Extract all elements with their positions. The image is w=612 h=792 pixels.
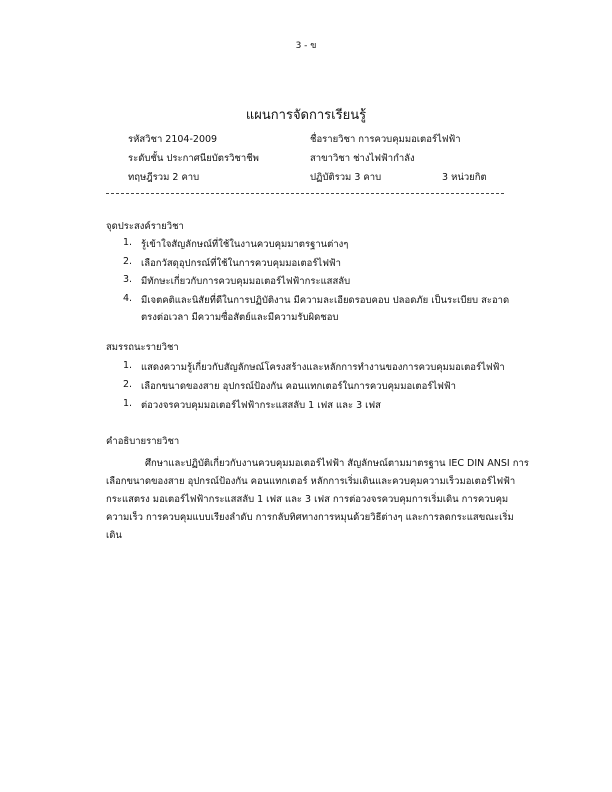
description-line: ความเร็ว การควบคุมแบบเรียงลำดับ การกลับทิศทางการหมุนด้วยวิธีต่างๆ และการลดกระแสขณะเริ่ม [106,512,514,523]
competency-item: เลือกขนาดของสาย อุปกรณ์ป้องกัน คอนแทกเตอร์ในการควบคุมมอเตอร์ไฟฟ้า [141,381,456,392]
description-line: เดิน [106,530,122,541]
description-line: เลือกขนาดของสาย อุปกรณ์ป้องกัน คอนแทกเตอร์ หลักการเริ่มเดินและควบคุมความเร็วมอเตอร์ไฟฟ้า [106,476,516,487]
course-field: สาขาวิชา ช่างไฟฟ้ากำลัง [310,153,415,164]
objective-item: เลือกวัสดุอุปกรณ์ที่ใช้ในการควบคุมมอเตอร์ไฟฟ้า [141,258,341,269]
theory-periods: ทฤษฎีรวม 2 คาบ [128,172,200,183]
competencies-heading: สมรรถนะรายวิชา [106,342,179,353]
description-heading: คำอธิบายรายวิชา [106,436,180,447]
objective-number: 4. [123,293,133,304]
objective-item: มีเจตคติและนิสัยที่ดีในการปฏิบัติงาน มีความละเอียดรอบคอบ ปลอดภัย เป็นระเบียบ สะอาด [141,295,510,306]
competency-number: 1. [123,398,133,409]
credits: 3 หน่วยกิต [442,172,487,183]
course-name: ชื่อรายวิชา การควบคุมมอเตอร์ไฟฟ้า [310,134,461,145]
page-title: แผนการจัดการเรียนรู้ [245,108,367,123]
competency-number: 1. [123,360,133,371]
objective-number: 3. [123,274,133,285]
objective-item: รู้เข้าใจสัญลักษณ์ที่ใช้ในงานควบคุมมาตรฐานต่างๆ [141,239,349,250]
objective-number: 1. [123,237,133,248]
objective-number: 2. [123,256,133,267]
description-line: ศึกษาและปฏิบัติเกี่ยวกับงานควบคุมมอเตอร์ไฟฟ้า สัญลักษณ์ตามมาตรฐาน IEC DIN ANSI การ [145,458,529,469]
objective-item-continued: ตรงต่อเวลา มีความซื่อสัตย์และมีความรับผิดชอบ [141,312,339,323]
competency-item: ต่อวงจรควบคุมมอเตอร์ไฟฟ้ากระแสสลับ 1 เฟส และ 3 เฟส [141,400,381,411]
practice-periods: ปฏิบัติรวม 3 คาบ [310,172,382,183]
competency-item: แสดงความรู้เกี่ยวกับสัญลักษณ์โครงสร้างและหลักการทำงานของการควบคุมมอเตอร์ไฟฟ้า [141,362,505,373]
course-level: ระดับชั้น ประกาศนียบัตรวิชาชีพ [128,153,259,164]
page-number: 3 - ข [295,41,317,51]
competency-number: 2. [123,379,133,390]
description-line: กระแสตรง มอเตอร์ไฟฟ้ากระแสสลับ 1 เฟส และ 3 เฟส การต่อวงจรควบคุมการเริ่มเดิน การควบคุม [106,494,509,505]
objectives-heading: จุดประสงค์รายวิชา [106,221,184,232]
objective-item: มีทักษะเกี่ยวกับการควบคุมมอเตอร์ไฟฟ้ากระแสสลับ [141,276,351,287]
course-code: รหัสวิชา 2104-2009 [128,134,218,145]
section-divider [106,193,504,194]
